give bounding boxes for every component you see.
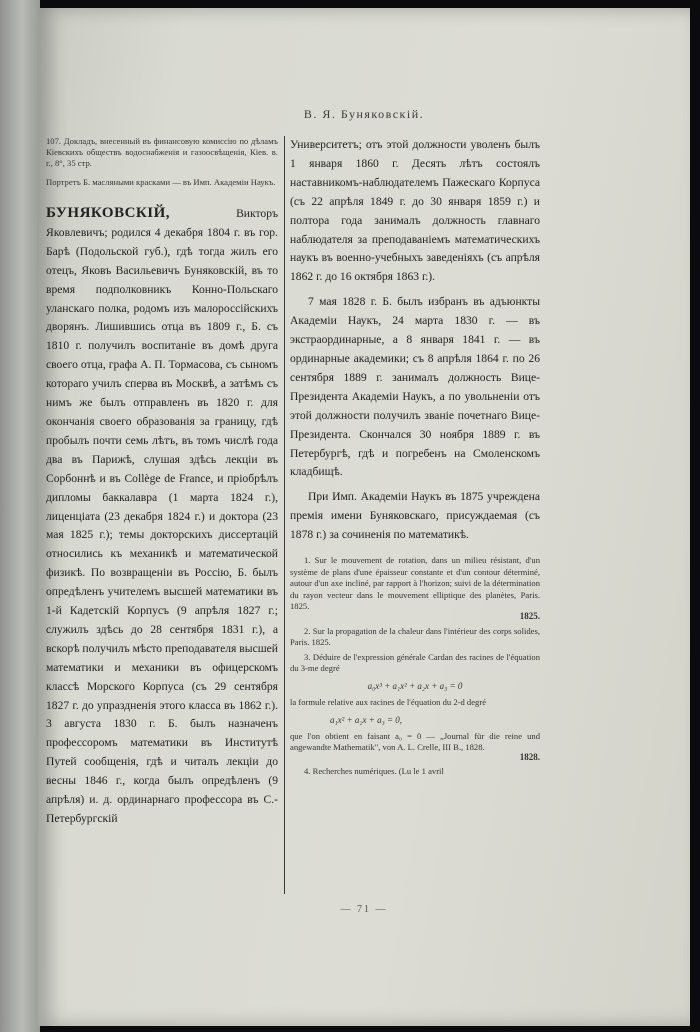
footnote-portrait: Портретъ Б. масляными красками — въ Имп. Академіи Наукъ.: [46, 177, 276, 187]
biography-entry: [46, 204, 278, 829]
column-divider: [284, 136, 285, 894]
footnote-107: 107. Докладъ, внесенный въ финансовую комиссію по дѣламъ Кіевскихъ обществъ водоснабженія и газоосвѣщенія, Кіев. в. г., 8°, 35 стр.: [46, 136, 278, 168]
paragraph-university: Университетъ; отъ этой должности уволенъ былъ 1 января 1860 г. Десять лѣтъ состоялъ наставникомъ-наблюдателемъ Пажескаго Корпуса (съ 22 апрѣля 1849 г. до 30 января 1859 г.) и полтора года занималъ должность главнаго наблюдателя за преподаваніемъ математическихъ наукъ въ военно-учебныхъ заведеніяхъ (съ апрѣля 1862 г. до 16 октября 1863 г.).: [290, 138, 540, 284]
formula-quadratic: a₁x² + a₂x + a₃ = 0,: [330, 714, 403, 725]
work-1-year: 1825.: [519, 611, 540, 621]
entry-headword: БУНЯКОВСКІЙ,: [46, 205, 171, 221]
work-item-3-cont: la formule relative aux racines de l'équation du 2-d degré: [290, 696, 487, 707]
page-number: — 71 —: [340, 904, 388, 915]
work-3-source-text: que l'on obtient en faisant a₀ = 0 — „Journal für die reine und angewandte Mathematik", von A. L. Crelle, III B., 1828.: [290, 730, 540, 753]
work-1-text: 1. Sur le mouvement de rotation, dans un milieu résistant, d'un système de plans d'une épaisseur constante et d'un contour déterminé, autour d'un axe incliné, par rapport à l'horizon; suivi de la détermination du rayon vecteur dans le mouvement elliptique des planètes, Paris. 1825.: [290, 555, 540, 612]
work-item-2: 2. Sur la propagation de la chaleur dans l'intérieur des corps solides, Paris. 1825.: [290, 625, 540, 648]
right-column: [290, 136, 540, 781]
works-list: [290, 555, 540, 778]
left-column: [46, 136, 278, 829]
work-item-4: 4. Recherches numériques. (Lu le 1 avril: [304, 766, 444, 777]
work-item-3-source: [290, 731, 540, 764]
work-item-3: 3. Déduire de l'expression générale Cardan des racines de l'équation du 3-me degré: [290, 651, 540, 674]
work-3-year: 1828.: [519, 751, 540, 762]
book-page: [38, 8, 690, 1026]
paragraph-academy: 7 мая 1828 г. Б. былъ избранъ въ адъюнкты Академіи Наукъ, 24 марта 1830 г. — въ экстраординарные, а 8 января 1841 г. — въ ординарные академики; съ 8 апрѣля 1864 г. по 26 сентября 1889 г. занималъ должность Вице-Президента Академіи Наукъ, а по увольненіи отъ этой должности получилъ званіе почетнаго Вице-Президента. Скончался 30 ноября 1889 г. въ Петербургѣ, гдѣ и погребенъ на Смоленскомъ кладбищѣ.: [290, 295, 540, 479]
entry-text: Викторъ Яковлевичъ; родился 4 декабря 1804 г. въ гор. Барѣ (Подольской губ.), гдѣ тогда жилъ его отецъ, Яковъ Васильевичъ Буняковскій, въ то время подполковникъ Конно-Польскаго уланскаго полка, родомъ изъ малороссійскихъ дворянъ. Лишившись отца въ 1809 г., Б. съ 1810 г. получилъ воспитаніе въ домѣ друга своего отца, графа А. П. Тормасова, съ сыномъ котораго училъ сперва въ Москвѣ, а затѣмъ съ нимъ же былъ отправленъ въ 1820 г. для окончанія своего образованія за границу, гдѣ пробылъ почти семь лѣтъ, въ томъ числѣ года два въ Парижѣ, слушая здѣсь лекціи въ Сорбоннѣ и въ Collège de France, и пріобрѣлъ дипломы баккалавра (1 марта 1824 г.), лиценціата (23 декабря 1824 г.) и доктора (23 мая 1825 г.); темы докторскихъ диссертацій относились къ механикѣ и математической физикѣ. По возвращеніи въ Россію, Б. былъ опредѣленъ учителемъ высшей математики въ 1-й Кадетскій Корпусъ (9 апрѣля 1827 г.; служилъ здѣсь до 28 сентября 1831 г.), а вскорѣ получилъ мѣсто преподавателя высшей математики и механики въ офицерскомъ классѣ Морского Корпуса (съ 29 сентября 1827 г. до упраздненія этого класса въ 1862 г.). 3 августа 1830 г. Б. былъ назначенъ профессоромъ математики въ Институтѣ Путей сообщенія, гдѣ и читалъ лекціи до весны 1846 г., когда былъ опредѣленъ (9 апрѣля) и. д. ординарнаго профессора въ С.-Петербургскій: [46, 207, 278, 825]
running-header: В. Я. Буняковскій.: [303, 107, 425, 121]
paragraph-prize: При Имп. Академіи Наукъ въ 1875 учреждена премія имени Буняковскаго, присуждаемая (съ 1878 г.) за сочиненія по математикѣ.: [290, 490, 540, 542]
work-item-1: [290, 555, 540, 623]
previous-page-edge: [0, 0, 40, 1032]
formula-cubic: a₀x³ + a₁x² + a₂x + a₃ = 0: [367, 680, 463, 691]
